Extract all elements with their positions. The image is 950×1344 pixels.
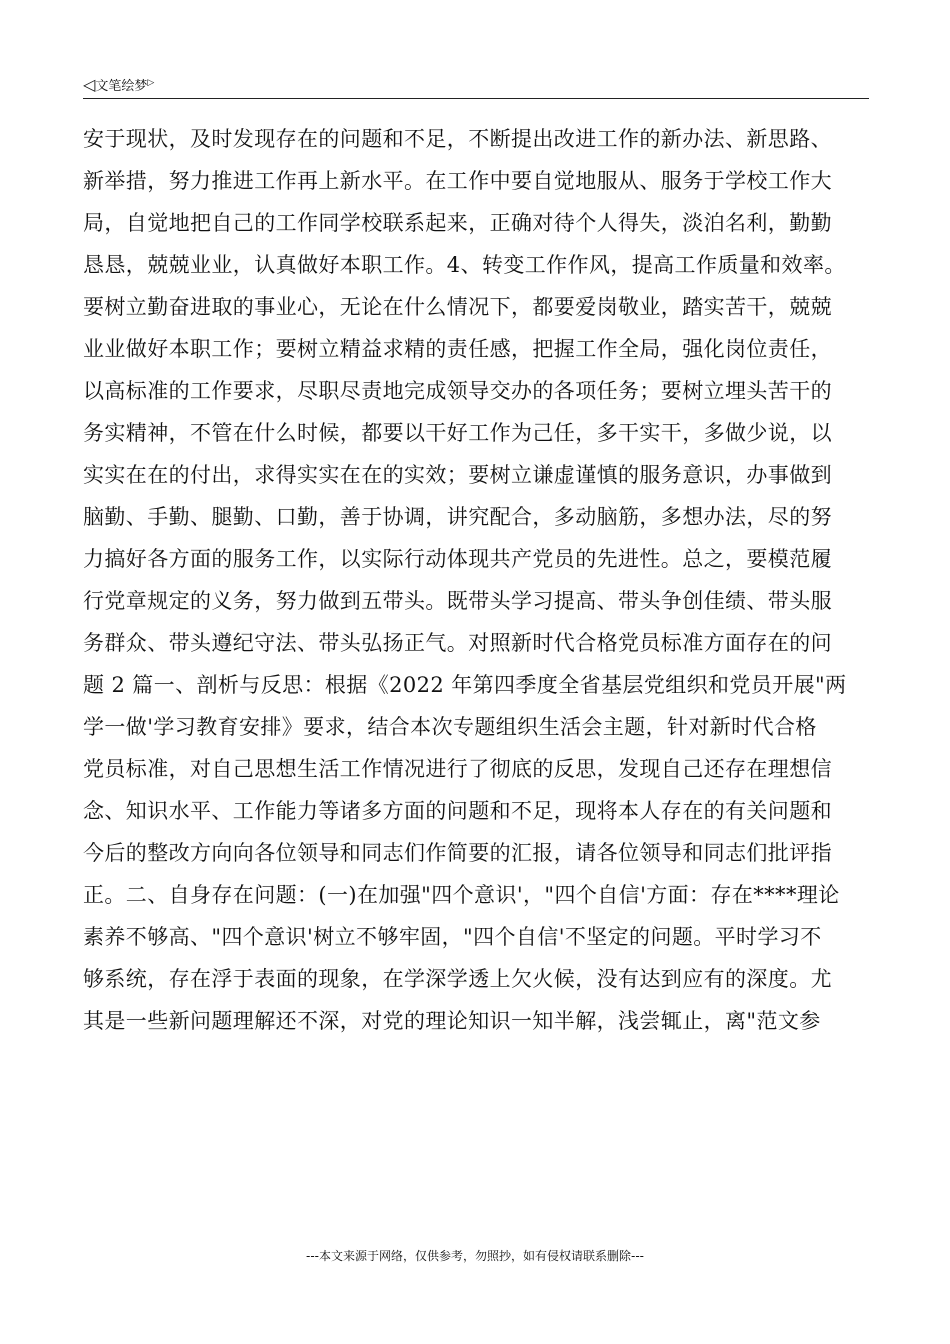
body-line: 力搞好各方面的服务工作，以实际行动体现共产党员的先进性。总之，要模范履: [83, 547, 832, 571]
right-triangle-icon: ▷: [147, 78, 155, 88]
body-line: 务实精神，不管在什么时候，都要以干好工作为己任，多干实干，多做少说，以: [83, 421, 832, 445]
document-body: [83, 118, 883, 1042]
footer-notice: ---本文来源于网络，仅供参考，勿照抄，如有侵权请联系删除---: [306, 1249, 644, 1263]
header-title: 文笔绘梦: [95, 79, 148, 94]
body-line: 素养不够高、"四个意识'树立不够牢固，"四个自信'不坚定的问题。平时学习不: [83, 925, 822, 949]
page-header: [83, 76, 869, 99]
body-line: 行党章规定的义务，努力做到五带头。既带头学习提高、带头争创佳绩、带头服: [83, 589, 832, 613]
body-line: 学一做'学习教育安排》要求，结合本次专题组织生活会主题，针对新时代合格: [83, 715, 817, 739]
body-line: 其是一些新问题理解还不深，对党的理论知识一知半解，浅尝辄止，离"范文参: [83, 1009, 821, 1033]
body-line: 实实在在的付出，求得实实在在的实效；要树立谦虚谨慎的服务意识，办事做到: [83, 463, 832, 487]
body-line: 正。二、自身存在问题：(一)在加强"四个意识'，"四个自信'方面：存在****理论: [83, 883, 840, 907]
body-line: 念、知识水平、工作能力等诸多方面的问题和不足，现将本人存在的有关问题和: [83, 799, 832, 823]
body-line: 局，自觉地把自己的工作同学校联系起来，正确对待个人得失，淡泊名利，勤勤: [83, 211, 832, 235]
body-line: 脑勤、手勤、腿勤、口勤，善于协调，讲究配合，多动脑筋，多想办法，尽的努: [83, 505, 832, 529]
body-line: 务群众、带头遵纪守法、带头弘扬正气。对照新时代合格党员标准方面存在的问: [83, 631, 832, 655]
body-line: 题 2 篇一、剖析与反思：根据《2022 年第四季度全省基层党组织和党员开展"两: [83, 673, 847, 697]
header-title-group: [83, 76, 154, 96]
body-line: 业业做好本职工作；要树立精益求精的责任感，把握工作全局，强化岗位责任，: [83, 337, 832, 361]
body-line: 安于现状，及时发现存在的问题和不足，不断提出改进工作的新办法、新思路、: [83, 127, 832, 151]
body-line: 要树立勤奋进取的事业心，无论在什么情况下，都要爱岗敬业，踏实苦干，兢兢: [83, 295, 832, 319]
body-line: 今后的整改方向向各位领导和同志们作简要的汇报，请各位领导和同志们批评指: [83, 841, 832, 865]
body-line: 够系统，存在浮于表面的现象，在学深学透上欠火候，没有达到应有的深度。尤: [83, 967, 832, 991]
body-line: 新举措，努力推进工作再上新水平。在工作中要自觉地服从、服务于学校工作大: [83, 169, 832, 193]
body-line: 恳恳，兢兢业业，认真做好本职工作。4、转变工作作风，提高工作质量和效率。: [83, 253, 846, 277]
body-line: 党员标准，对自己思想生活工作情况进行了彻底的反思，发现自己还存在理想信: [83, 757, 832, 781]
body-line: 以高标准的工作要求，尽职尽责地完成领导交办的各项任务；要树立埋头苦干的: [83, 379, 832, 403]
left-triangle-icon: ◁: [83, 75, 96, 94]
